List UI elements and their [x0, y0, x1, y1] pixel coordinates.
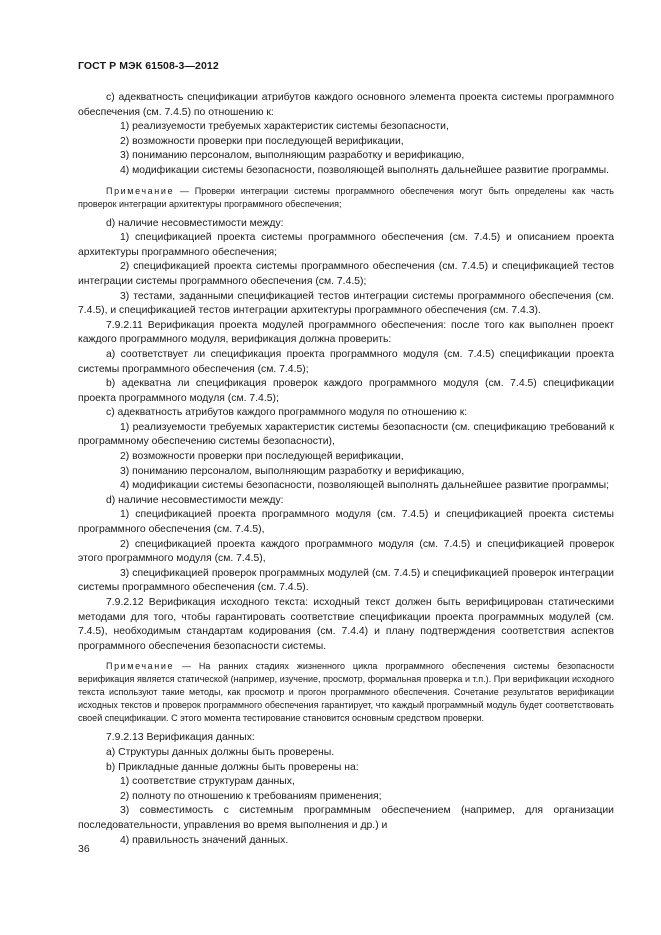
page-header-standard-id: ГОСТ Р МЭК 61508-3—2012 [78, 60, 219, 72]
list-item: 3) тестами, заданными спецификацией тестов интеграции системы программного обеспечения (см. 7.4.5), и спецификацией тестов интеграции архитектуры программного обеспечения (см. 7.4.3). [78, 290, 614, 317]
paragraph-c-intro: с) адекватность спецификации атрибутов каждого основного элемента проекта системы программного обеспечения (см. 7.4.5) по отношению к: [78, 92, 614, 118]
list-item: 2) полноту по отношению к требованиям применения; [120, 790, 382, 802]
paragraph-module-d-intro: d) наличие несовместимости между: [106, 494, 284, 506]
list-item: 1) спецификацией проекта системы программного обеспечения (см. 7.4.5) и описанием проекта архитектуры программного обеспечения; [78, 232, 614, 258]
paragraph-module-b: b) адекватна ли спецификация проверок каждого программного модуля (см. 7.4.5) спецификации проекта программного модуля (см. 7.4.5); [78, 378, 614, 404]
list-item: 3) пониманию персоналом, выполняющим разработку и верификацию, [120, 465, 465, 477]
list-item: 2) возможности проверки при последующей верификации, [120, 135, 404, 147]
section-7-9-2-13: 7.9.2.13 Верификация данных: [106, 732, 255, 744]
note-text: — Проверки интеграции системы программного обеспечения могут быть определены как часть проверок интеграции архитектуры программного обеспечения; [78, 185, 614, 209]
list-item: 2) спецификацией проекта системы программного обеспечения (см. 7.4.5) и спецификацией тестов интеграции системы программного обеспечения (см. 7.4.5); [78, 261, 614, 287]
note-1 [78, 185, 614, 211]
paragraph-data-a: а) Структуры данных должны быть проверены. [106, 746, 335, 758]
page-body [78, 91, 614, 848]
note-label: Примечание [106, 661, 175, 672]
paragraph-data-b: b) Прикладные данные должны быть проверены на: [106, 761, 359, 773]
note-2 [78, 660, 614, 725]
list-item: 3) спецификацией проверок программных модулей (см. 7.4.5) и спецификацией проверок интеграции системы программного обеспечения (см. 7.4.5). [78, 567, 614, 594]
list-item: 3) пониманию персоналом, выполняющим разработку и верификацию, [120, 150, 465, 162]
list-item: 4) модификации системы безопасности, позволяющей выполнять дальнейшее развитие программы. [120, 164, 610, 176]
note-label: Примечание [106, 185, 175, 196]
list-item: 1) соответствие структурам данных, [120, 776, 295, 788]
list-item: 4) правильность значений данных. [120, 834, 289, 846]
paragraph-d-intro: d) наличие несовместимости между: [106, 217, 284, 229]
list-item: 2) спецификацией проекта каждого программного модуля (см. 7.4.5) и спецификацией проверок этого программного модуля (см. 7.4.5), [78, 538, 614, 565]
list-item: 1) реализуемости требуемых характеристик системы безопасности (см. спецификацию требований к программному обеспечению системы безопасности), [78, 421, 614, 448]
list-item: 1) спецификацией проекта программного модуля (см. 7.4.5) и спецификацией проекта системы программного обеспечения (см. 7.4.5), [78, 509, 614, 536]
paragraph-module-a: а) соответствует ли спецификация проекта программного модуля (см. 7.4.5) спецификации проекта системы программного обеспечения (см. 7.4.5); [78, 348, 614, 375]
page-number: 36 [78, 843, 90, 855]
section-7-9-2-11: 7.9.2.11 Верификация проекта модулей программного обеспечения: после того как выполнен проект каждого программного модуля, верификация должна проверить: [78, 319, 614, 346]
list-item: 1) реализуемости требуемых характеристик системы безопасности, [120, 121, 449, 133]
note-text: — На ранних стадиях жизненного цикла программного обеспечения системы безопасности верификация является статической (например, изучение, просмотр, формальная проверка и т.п.). При верификации исходного текста используют такие методы, как просмотр и прогон программного обеспечения. Сочетание результатов верификации исходных текстов и проверок программного обеспечения гарантирует, что каждый программный модуль будет соответствовать своей спецификации. С этого момента тестирование становится основным средством проверки. [78, 661, 614, 724]
section-7-9-2-12: 7.9.2.12 Верификация исходного текста: исходный текст должен быть верифицирован статическими методами для того, чтобы гарантировать соответствие спецификации проекта программных модулей (см. 7.4.5), необходимым стандартам кодирования (см. 7.4.4) и плану подтверждения соответствия аспектов программного обеспечения безопасности системы. [78, 597, 614, 652]
paragraph-module-c-intro: с) адекватность атрибутов каждого программного модуля по отношению к: [106, 407, 468, 419]
list-item: 2) возможности проверки при последующей верификации, [120, 451, 404, 463]
list-item: 4) модификации системы безопасности, позволяющей выполнять дальнейшее развитие программы; [120, 480, 610, 492]
list-item: 3) совместимость с системным программным обеспечением (например, для организации последовательности, управления во время выполнения и др.) и [78, 805, 614, 831]
